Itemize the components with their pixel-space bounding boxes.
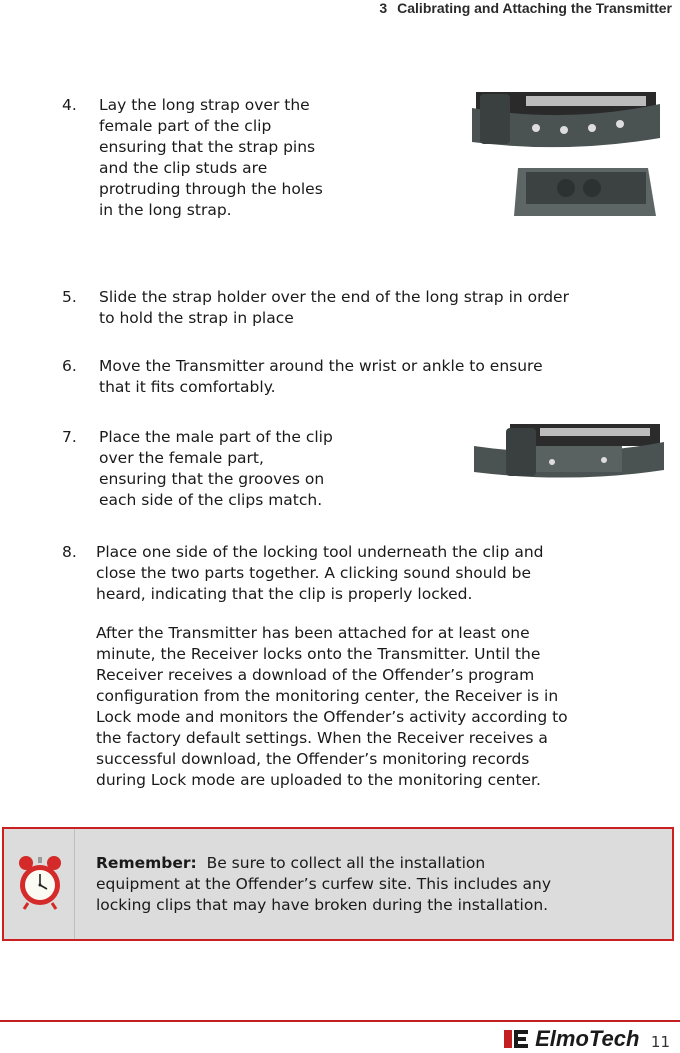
step-number: 6. [62, 357, 77, 375]
lock-mode-paragraph [96, 623, 676, 791]
step-number: 7. [62, 428, 77, 446]
step-number: 5. [62, 288, 77, 306]
step-line: that it fits comfortably. [99, 378, 276, 396]
strap-and-clip-photo [466, 88, 662, 218]
paragraph-line: minute, the Receiver locks onto the Transmitter. Until the [96, 645, 541, 663]
step-line: ensuring that the strap pins [99, 138, 316, 156]
step-line: over the female part, [99, 449, 264, 467]
step-line: to hold the strap in place [99, 309, 294, 327]
paragraph-line: the factory default settings. When the Receiver receives a [96, 729, 548, 747]
step-line: each side of the clips match. [99, 491, 323, 509]
remember-line: locking clips that may have broken during the installation. [96, 896, 549, 914]
section-number: 3 [379, 0, 388, 16]
step-line: Slide the strap holder over the end of the long strap in order [99, 288, 569, 306]
step-line: Place one side of the locking tool underneath the clip and [96, 543, 544, 561]
step-6 [62, 356, 674, 400]
step-7 [62, 427, 392, 515]
step-line: Place the male part of the clip [99, 428, 333, 446]
paragraph-line: Receiver receives a download of the Offender’s program [96, 666, 535, 684]
step-number: 4. [62, 96, 77, 114]
logo-mark-icon [502, 1028, 530, 1050]
running-header [379, 0, 672, 16]
remember-note-box [2, 827, 674, 941]
elmotech-logo [502, 1026, 639, 1050]
logo-wordmark: ElmoTech [535, 1026, 640, 1051]
step-8 [62, 542, 674, 608]
paragraph-line: successful download, the Offender’s monitoring records [96, 750, 530, 768]
step-line: ensuring that the grooves on [99, 470, 325, 488]
alarm-clock-icon [16, 851, 64, 913]
assembled-clip-photo [470, 420, 666, 486]
section-title: Calibrating and Attaching the Transmitter [397, 0, 672, 16]
remember-text [96, 853, 662, 916]
step-line: Move the Transmitter around the wrist or ankle to ensure [99, 357, 543, 375]
step-line: and the clip studs are [99, 159, 268, 177]
remember-label: Remember: [96, 854, 197, 872]
paragraph-line: configuration from the monitoring center, the Receiver is in [96, 687, 559, 705]
paragraph-line: Lock mode and monitors the Offender’s activity according to [96, 708, 568, 726]
paragraph-line: After the Transmitter has been attached for at least one [96, 624, 530, 642]
step-line: heard, indicating that the clip is properly locked. [96, 585, 473, 603]
step-line: female part of the clip [99, 117, 272, 135]
footer-divider [0, 1020, 680, 1022]
step-number: 8. [62, 543, 77, 561]
step-line: Lay the long strap over the [99, 96, 310, 114]
step-5 [62, 287, 674, 331]
page-number: 11 [650, 1033, 670, 1051]
step-line: in the long strap. [99, 201, 232, 219]
step-line: close the two parts together. A clicking sound should be [96, 564, 532, 582]
paragraph-line: during Lock mode are uploaded to the monitoring center. [96, 771, 541, 789]
step-line: protruding through the holes [99, 180, 323, 198]
note-icon-cell [4, 829, 75, 939]
step-4 [62, 95, 392, 225]
remember-line: equipment at the Offender’s curfew site. This includes any [96, 875, 552, 893]
remember-line: Be sure to collect all the installation [206, 854, 486, 872]
